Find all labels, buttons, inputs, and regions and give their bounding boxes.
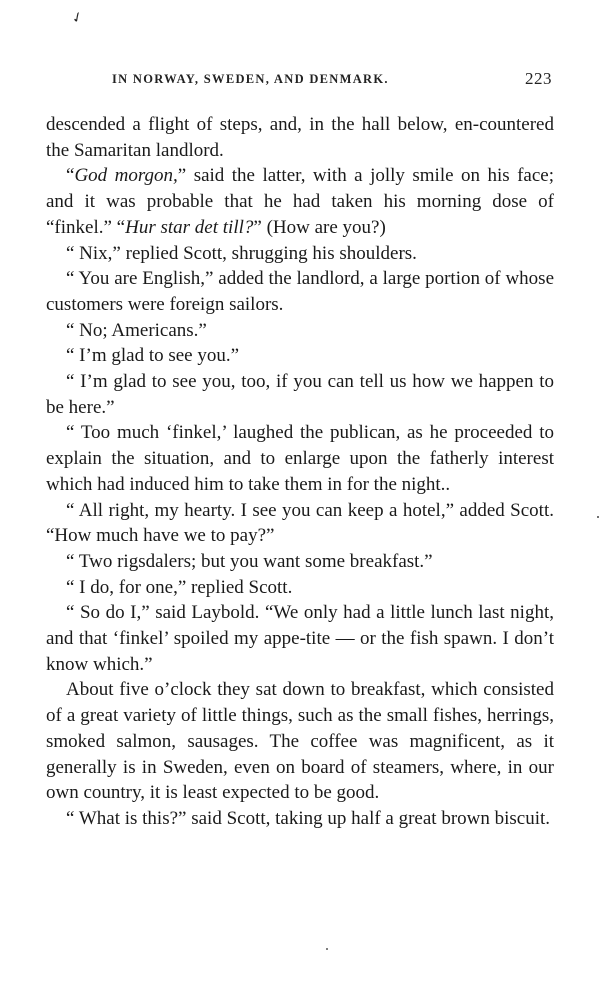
paragraph-text: “ Two rigsdalers; but you want some breakfast.” <box>66 550 433 572</box>
body-text <box>46 112 554 832</box>
page-number: 223 <box>525 69 552 88</box>
paragraph <box>46 498 554 549</box>
paragraph <box>46 318 554 344</box>
running-head <box>112 69 552 88</box>
paragraph <box>46 266 554 317</box>
paragraph-text: About five o’clock they sat down to breakfast, which consisted of a great variety of little things, such as the small fishes, herrings, smoked salmon, sausages. The coffee was magnificent, as it generally is in Sweden, even on board of steamers, where, in our own country, it is least expected to be good. <box>46 679 554 804</box>
paragraph-text: ” said the latter, with a jolly smile on his face; and it was probable that he had taken his morning dose of “finkel.” “ <box>46 165 555 238</box>
paragraph <box>46 549 554 575</box>
margin-speck <box>597 516 599 518</box>
quote-open: “ <box>66 165 75 187</box>
ink-mark-icon: ✓ <box>69 9 87 28</box>
paragraph-text: “ All right, my hearty. I see you can keep a hotel,” added Scott. “How much have we to pay?” <box>46 499 554 547</box>
paragraph <box>46 112 554 163</box>
paragraph-text: ” (How are you?) <box>253 216 386 238</box>
paragraph <box>46 163 554 240</box>
paragraph <box>46 343 554 369</box>
running-head-title: IN NORWAY, SWEDEN, AND DENMARK. <box>112 72 389 86</box>
paragraph-text: “ So do I,” said Laybold. “We only had a little lunch last night, and that ‘finkel’ spoiled my appe-tite — or the fish spawn. I don’t know which.” <box>46 602 554 675</box>
paragraph <box>46 420 554 497</box>
paragraph <box>46 806 554 832</box>
paragraph-text: descended a flight of steps, and, in the hall below, en-countered the Samaritan landlord. <box>46 114 554 161</box>
swedish-greeting: God morgon, <box>74 165 178 187</box>
paragraph-text: “ I’m glad to see you.” <box>66 345 240 367</box>
paragraph-text: “ Too much ‘finkel,’ laughed the publican, as he proceeded to explain the situation, and to enlarge upon the fatherly interest which had induced him to take them in for the night.. <box>46 422 554 495</box>
paragraph-text: “ What is this?” said Scott, taking up half a great brown biscuit. <box>66 807 551 829</box>
paragraph <box>46 241 554 267</box>
paragraph <box>46 677 554 806</box>
paragraph-text: “ Nix,” replied Scott, shrugging his shoulders. <box>66 242 417 264</box>
paragraph-text: “ You are English,” added the landlord, a large portion of whose customers were foreign sailors. <box>46 268 554 315</box>
paragraph-text: “ I’m glad to see you, too, if you can tell us how we happen to be here.” <box>46 371 554 418</box>
paragraph <box>46 575 554 601</box>
paragraph <box>46 600 554 677</box>
swedish-question: Hur star det till? <box>125 216 254 238</box>
bottom-speck <box>326 948 328 950</box>
paragraph-text: “ No; Americans.” <box>66 319 207 341</box>
paragraph <box>46 369 554 420</box>
paragraph-text: “ I do, for one,” replied Scott. <box>66 576 293 598</box>
